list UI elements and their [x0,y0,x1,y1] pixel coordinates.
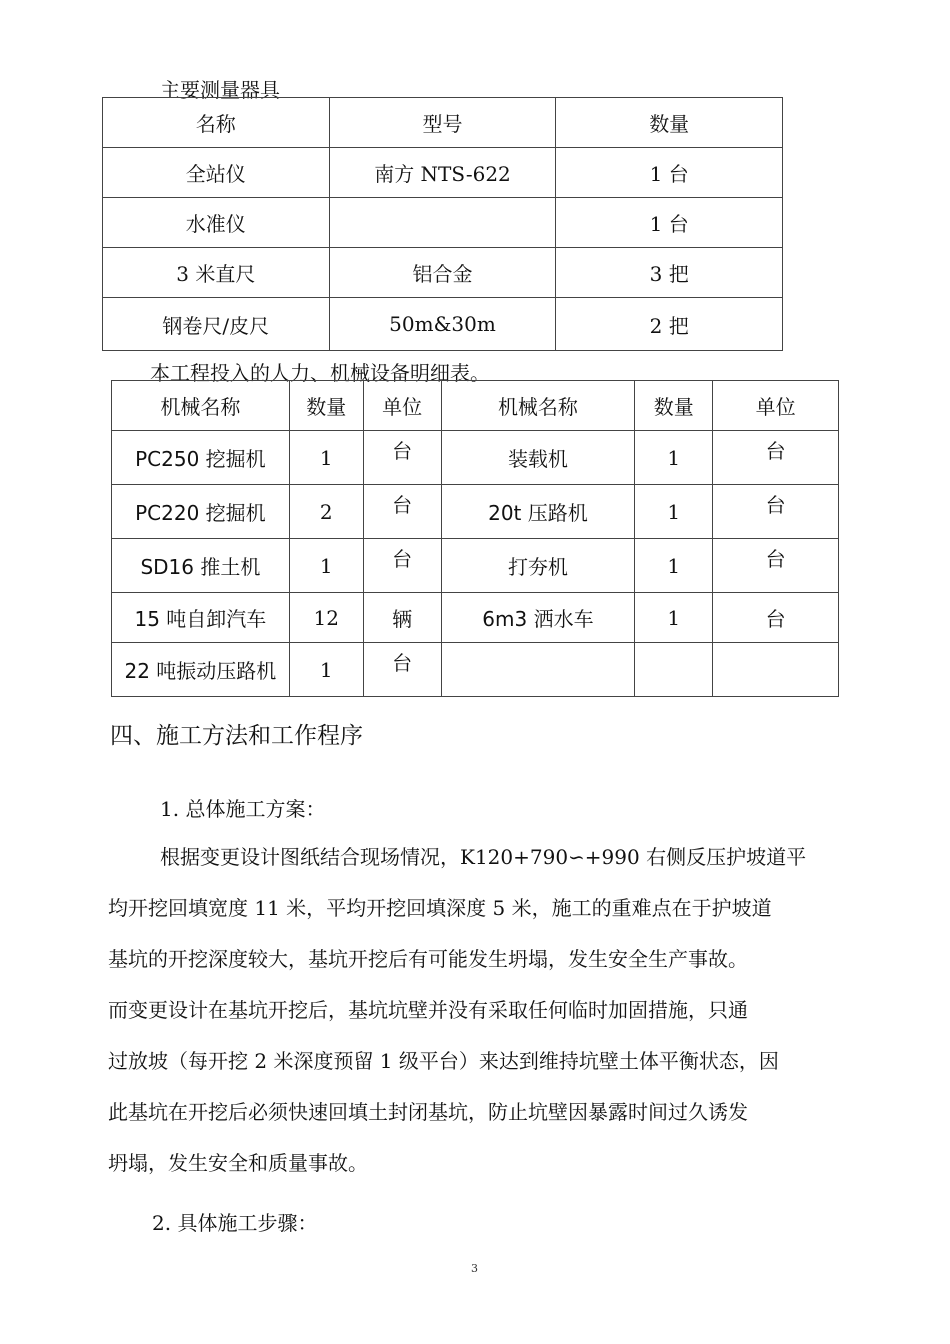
table-cell: 装载机 [441,431,635,485]
instruments-caption: 主要测量器具 [160,78,280,102]
table-row [112,539,839,593]
table-cell: 2 把 [556,298,783,351]
table-cell: 1 台 [556,148,783,198]
table-cell: 50m&30m [329,298,556,351]
table-row [112,431,839,485]
paragraph-line: 根据变更设计图纸结合现场情况，K120+790∽+990 右侧反压护坡道平 [160,845,807,869]
table-cell [635,643,713,697]
header-cell: 数量 [289,381,363,431]
subsection-title: 1. 总体施工方案： [160,797,326,821]
header-cell: 机械名称 [441,381,635,431]
instruments-table [102,97,783,351]
header-cell: 名称 [103,98,330,148]
table-header-row [112,381,839,431]
header-cell: 数量 [556,98,783,148]
paragraph-line: 均开挖回填宽度 11 米，平均开挖回填深度 5 米，施工的重难点在于护坡道 [108,896,772,920]
paragraph-line: 此基坑在开挖后必须快速回填土封闭基坑，防止坑壁因暴露时间过久诱发 [108,1100,748,1124]
table-row [112,593,839,643]
header-cell: 单位 [713,381,839,431]
table-cell: 水准仪 [103,198,330,248]
table-cell: 1 [289,643,363,697]
table-cell: 台 [713,539,839,593]
body-paragraph [108,832,843,1189]
table-row [103,148,783,198]
table-row [112,485,839,539]
header-cell: 型号 [329,98,556,148]
paragraph-line: 而变更设计在基坑开挖后，基坑坑壁并没有采取任何临时加固措施，只通 [108,998,748,1022]
table-cell: 全站仪 [103,148,330,198]
table-cell: 台 [363,485,441,539]
header-cell: 机械名称 [112,381,290,431]
table-cell: 20t 压路机 [441,485,635,539]
table-cell: 1 [635,593,713,643]
table-cell: 3 把 [556,248,783,298]
table-cell: 台 [363,431,441,485]
table-cell: 1 [289,539,363,593]
table-cell: 钢卷尺/皮尺 [103,298,330,351]
table-cell [441,643,635,697]
table-cell: 3 米直尺 [103,248,330,298]
table-cell: 台 [363,643,441,697]
table-cell: 南方 NTS-622 [329,148,556,198]
table-cell: 台 [713,485,839,539]
table-cell: PC220 挖掘机 [112,485,290,539]
paragraph-line: 过放坡（每开挖 2 米深度预留 1 级平台）来达到维持坑壁土体平衡状态，因 [108,1049,779,1073]
table-cell: 1 [635,431,713,485]
table-cell: 6m3 洒水车 [441,593,635,643]
table-cell: 台 [713,431,839,485]
table-cell: 铝合金 [329,248,556,298]
table-row [103,298,783,351]
table-cell: PC250 挖掘机 [112,431,290,485]
table-cell: 2 [289,485,363,539]
page-number: 3 [471,1262,478,1275]
table-cell: 1 [635,539,713,593]
table-cell: 1 台 [556,198,783,248]
table-row [103,198,783,248]
table-cell: 12 [289,593,363,643]
table-cell [329,198,556,248]
table-cell: 1 [289,431,363,485]
table-cell: 15 吨自卸汽车 [112,593,290,643]
table-cell: 打夯机 [441,539,635,593]
paragraph-line: 坍塌，发生安全和质量事故。 [108,1151,368,1175]
table-cell: 台 [713,593,839,643]
table-cell: SD16 推土机 [112,539,290,593]
table-cell: 22 吨振动压路机 [112,643,290,697]
machinery-table [111,380,839,697]
table-cell: 1 [635,485,713,539]
table-cell [713,643,839,697]
table-cell: 台 [363,539,441,593]
section-heading: 四、施工方法和工作程序 [110,723,363,749]
header-cell: 单位 [363,381,441,431]
paragraph-line: 基坑的开挖深度较大，基坑开挖后有可能发生坍塌，发生安全生产事故。 [108,947,748,971]
table-row [112,643,839,697]
table-header-row [103,98,783,148]
table-row [103,248,783,298]
subsection-title: 2. 具体施工步骤： [152,1211,318,1235]
header-cell: 数量 [635,381,713,431]
machinery-caption: 本工程投入的人力、机械设备明细表。 [150,361,490,385]
table-cell: 辆 [363,593,441,643]
